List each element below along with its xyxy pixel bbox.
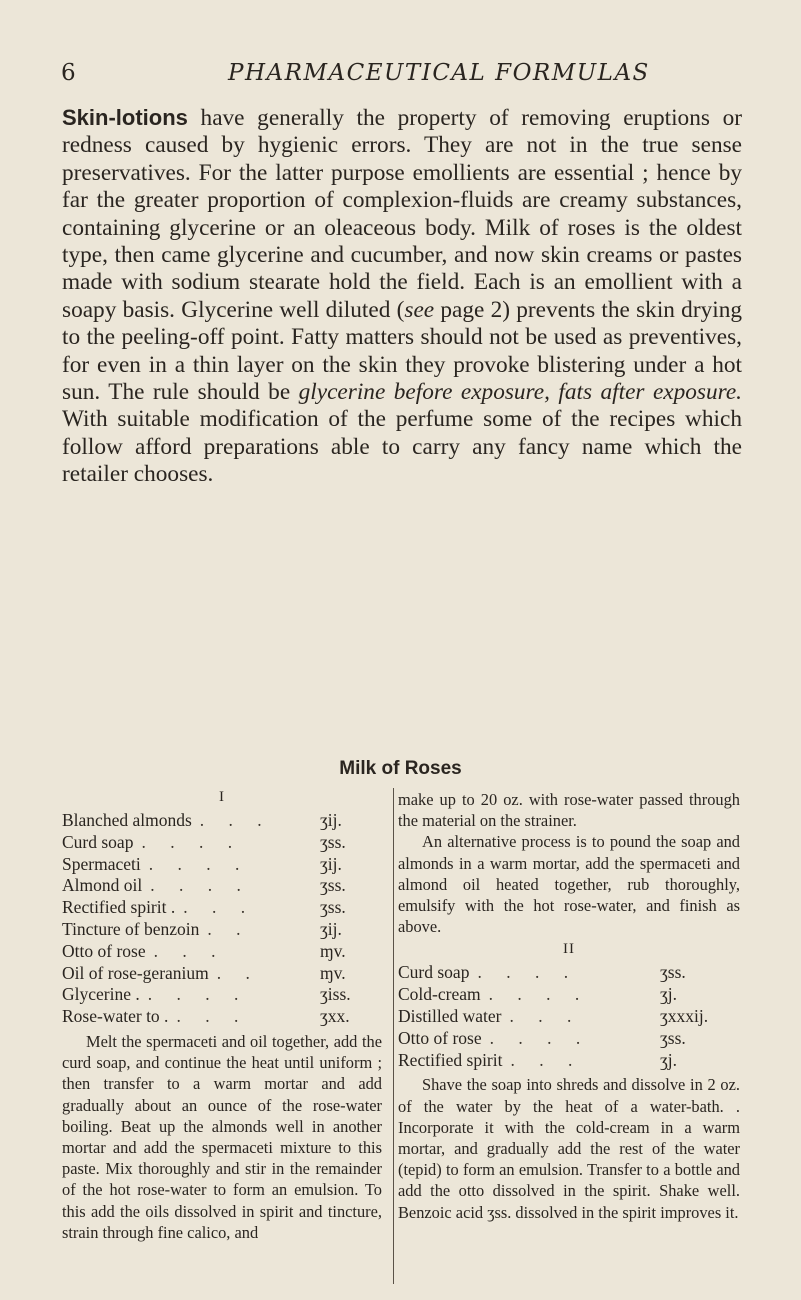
intro-text-2: page 2) prevents the skin drying to the peeling-off point. Fatty matters should not be used as preventives, for even in a thin layer on the skin they provoke blistering under a hot sun. The rule should be [62, 296, 743, 406]
ingredient-row [62, 832, 382, 854]
leader-dots: . . . . [477, 962, 579, 983]
ingredient-name: Almond oil [62, 875, 143, 896]
ingredient-name: Blanched almonds [62, 810, 192, 830]
ingredient-row [62, 810, 382, 832]
ingredient-quantity: ʒss. [660, 1027, 686, 1048]
ingredient-name: Otto of rose [398, 1027, 482, 1048]
ingredient-row [62, 854, 382, 876]
left-column [62, 789, 382, 1243]
right-column [398, 789, 740, 1223]
recipe-2-method: Shave the soap into shreds and dissolve in 2 oz. of the water by the heat of a water-bath. . Incorporate it with the cold-cream in a warm mortar, and gradually add the rest of the water (tepid) to form an emulsion. Transfer to a bottle and add the otto dissolved in the spirit. Shake well. Benzoic acid ʒss. dissolved in the spirit improves it. [398, 1075, 740, 1222]
ingredient-quantity: ʒij. [320, 810, 342, 830]
ingredient-name: Curd soap [398, 962, 470, 983]
ingredient-quantity: ʒss. [320, 831, 346, 852]
leader-dots: . . . [176, 1006, 249, 1027]
ingredient-quantity: ʒj. [660, 1049, 678, 1070]
recipe-2-number: II [563, 941, 575, 958]
leader-dots: . . . . [150, 875, 251, 896]
ingredient-name: Rose-water to . [62, 1006, 169, 1027]
intro-lead: Skin-lotions [62, 105, 188, 130]
ingredient-row [62, 919, 382, 941]
column-divider [393, 788, 394, 1284]
ingredient-quantity: ɱv. [320, 962, 346, 983]
ingredient-row [398, 1006, 740, 1028]
recipe-1-alternative: An alternative process is to pound the soap and almonds in a warm mortar, add the spermaceti and almond oil heated together, rub thoroughly, emulsify with the hot rose-water, and finish as above. [398, 832, 740, 937]
page-number: 6 [61, 60, 76, 86]
ingredient-quantity: ʒij. [320, 918, 342, 939]
ingredient-name: Oil of rose-geranium [62, 962, 209, 983]
intro-paragraph [62, 104, 742, 489]
ingredient-name: Cold-cream [398, 984, 481, 1005]
leader-dots: . . . [510, 1049, 583, 1070]
intro-see: see [404, 296, 435, 323]
recipe-2-ingredients [398, 962, 740, 1071]
intro-rule: glycerine before exposure, fats after exposure. [298, 379, 743, 406]
ingredient-quantity: ʒiss. [320, 984, 351, 1005]
section-title: Milk of Roses [339, 758, 462, 779]
ingredient-row [62, 1006, 382, 1028]
recipe-1-number: I [219, 789, 225, 805]
ingredient-row [62, 984, 382, 1006]
ingredient-name: Rectified spirit [398, 1049, 503, 1070]
ingredient-quantity: ɱv. [320, 940, 346, 961]
leader-dots: . . . . [141, 831, 243, 852]
ingredient-quantity: ʒss. [320, 875, 346, 896]
leader-dots: . . . [153, 940, 226, 961]
ingredient-name: Spermaceti [62, 853, 141, 874]
running-title: PHARMACEUTICAL FORMULAS [228, 60, 650, 86]
intro-text-1: have generally the property of removing eruptions or redness caused by hygienic errors. They are not in the true sense preservatives. For the latter purpose emollients are essential ; hence by far the greater proportion of complexion-fluids are creamy substances, containing glycerine or an oleaceous body. Milk of roses is the oldest type, then came glycerine and cucumber, and now skin creams or pastes made with sodium stearate hold the field. Each is an emollient with a soapy basis. Glycerine well diluted ( [62, 105, 742, 323]
leader-dots: . . . . [488, 984, 590, 1005]
leader-dots: . . . [183, 897, 256, 918]
ingredient-name: Glycerine . [62, 984, 140, 1005]
leader-dots: . . . . [489, 1027, 591, 1048]
recipe-1-method: Melt the spermaceti and oil together, add the curd soap, and continue the heat until uniform ; then transfer to a warm mortar and add gradually about an ounce of the rose-water boiling. Beat up the almonds well in another mortar and add the spermaceti mixture to this paste. Mix thoroughly and stir in the remainder of the hot rose-water to form an emulsion. To this add the oils dissolved in spirit and tincture, strain through fine calico, and [62, 1031, 382, 1242]
ingredient-row [62, 897, 382, 919]
intro-text-3: With suitable modification of the perfume some of the recipes which follow afford preparations able to carry any fancy name which the retailer chooses. [62, 406, 742, 488]
leader-dots: . . . [509, 1006, 582, 1027]
ingredient-row [62, 941, 382, 963]
ingredient-name: Curd soap [62, 831, 134, 852]
recipe-1-method-continued: make up to 20 oz. with rose-water passed through the material on the strainer. [398, 790, 740, 831]
leader-dots: . . . . [147, 984, 249, 1005]
ingredient-quantity: ʒj. [660, 984, 678, 1005]
recipe-1-ingredients [62, 810, 382, 1028]
ingredient-name: Rectified spirit . [62, 897, 176, 918]
ingredient-row [398, 1050, 740, 1072]
ingredient-name: Distilled water [398, 1006, 502, 1027]
ingredient-row [398, 1028, 740, 1050]
ingredient-quantity: ʒss. [320, 897, 346, 918]
leader-dots: . . . [199, 810, 272, 830]
ingredient-row [398, 962, 740, 984]
leader-dots: . . [216, 962, 260, 983]
ingredient-row [62, 875, 382, 897]
ingredient-quantity: ʒij. [320, 853, 342, 874]
ingredient-name: Tincture of benzoin [62, 918, 200, 939]
ingredient-quantity: ʒxxxij. [660, 1006, 709, 1027]
leader-dots: . . . . [148, 853, 250, 874]
leader-dots: . . [207, 918, 251, 939]
ingredient-name: Otto of rose [62, 940, 146, 961]
ingredient-row [62, 963, 382, 985]
page-header [0, 60, 801, 94]
ingredient-row [398, 984, 740, 1006]
ingredient-quantity: ʒxx. [320, 1006, 350, 1027]
ingredient-quantity: ʒss. [660, 962, 686, 983]
